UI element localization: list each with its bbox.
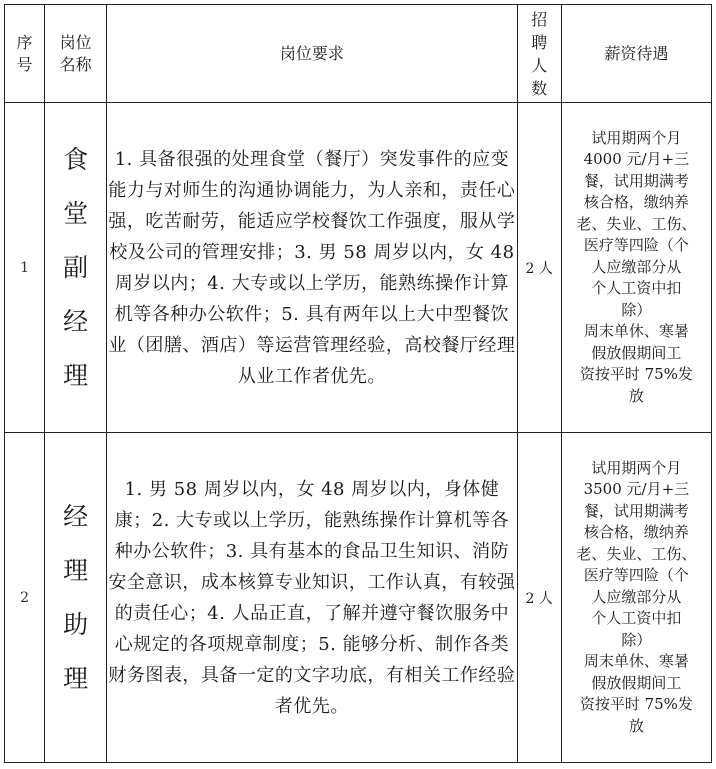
- row-count: 2 人: [517, 433, 561, 763]
- row-requirements: 1. 具备很强的处理食堂（餐厅）突发事件的应变能力与对师生的沟通协调能力，为人亲和，责任心强，吃苦耐劳，能适应学校餐饮工作强度，服从学校及公司的管理安排；3. 男 58 周岁以内，女 48 周岁以内；4. 大专或以上学历，能熟练操作计算机等各种办公软件；5. 具有两年以上大中型餐饮业（团膳、酒店）等运营管理经验，高校餐厅经理从业工作者优先。: [107, 103, 518, 433]
- row-count: 2 人: [517, 103, 561, 433]
- row-position-name: 经 理 助 理: [45, 433, 107, 763]
- row-index: 2: [5, 433, 45, 763]
- table-row: [5, 103, 712, 433]
- table-header-row: [5, 5, 712, 103]
- header-position-name: 岗位 名称: [45, 5, 107, 103]
- table-row: [5, 433, 712, 763]
- row-requirements: 1. 男 58 周岁以内，女 48 周岁以内，身体健康；2. 大专或以上学历，能熟练操作计算机等各种办公软件；3. 具有基本的食品卫生知识、消防安全意识，成本核算专业知识，工作认真，有较强的责任心；4. 人品正直，了解并遵守餐饮服务中心规定的各项规章制度；5. 能够分析、制作各类财务图表，具备一定的文字功底，有相关工作经验者优先。: [107, 433, 518, 763]
- row-salary: 试用期两个月 4000 元/月+三 餐，试用期满考 核合格，缴纳养 老、失业、工伤、 医疗等四险（个 人应缴部分从 个人工资中扣 除） 周末单休、寒暑 假放假期间工 资按平时 75%发 放: [561, 103, 711, 433]
- job-table: [4, 4, 712, 763]
- header-index: 序 号: [5, 5, 45, 103]
- header-salary: 薪资待遇: [561, 5, 711, 103]
- row-index: 1: [5, 103, 45, 433]
- row-position-name: 食 堂 副 经 理: [45, 103, 107, 433]
- header-requirements: 岗位要求: [107, 5, 518, 103]
- header-count: 招 聘 人 数: [517, 5, 561, 103]
- row-salary: 试用期两个月 3500 元/月+三 餐，试用期满考 核合格，缴纳养 老、失业、工伤、 医疗等四险（个 人应缴部分从 个人工资中扣 除） 周末单休、寒暑 假放假期间工 资按平时 75%发 放: [561, 433, 711, 763]
